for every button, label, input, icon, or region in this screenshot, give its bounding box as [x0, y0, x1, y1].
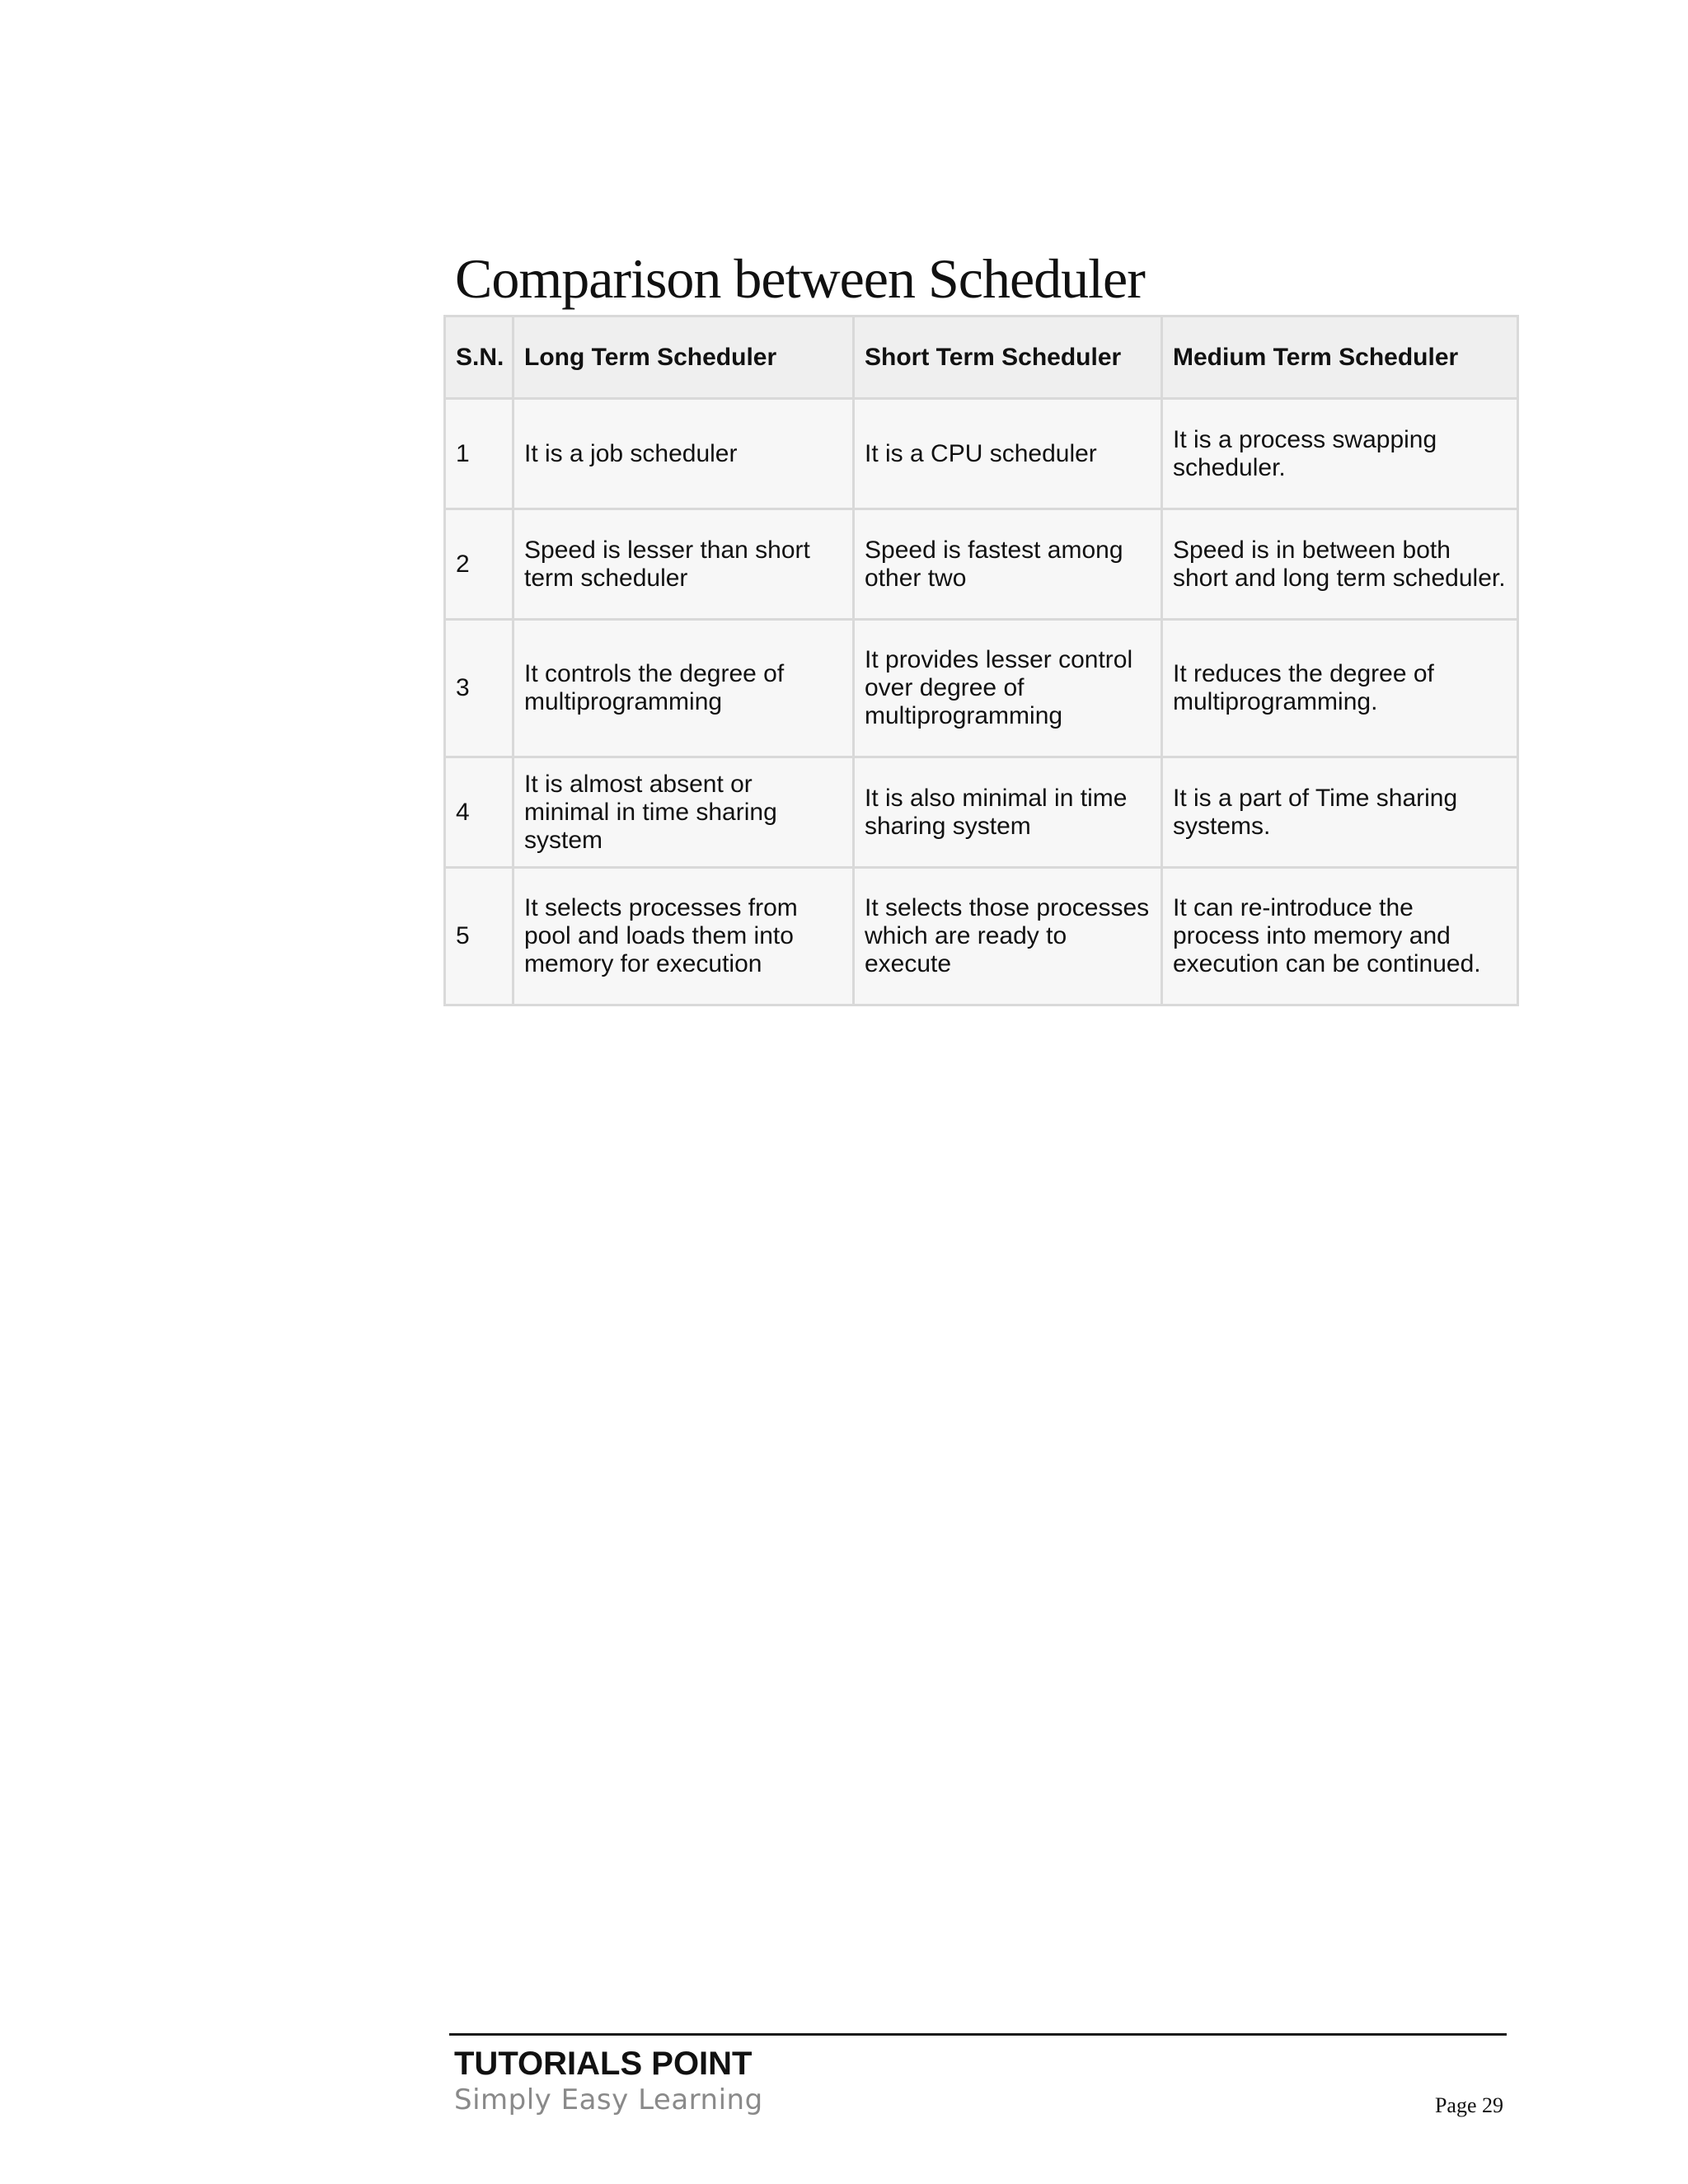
cell-short-term: Speed is fastest among other two [854, 509, 1162, 620]
table-row [445, 399, 1518, 509]
cell-sn: 1 [445, 399, 513, 509]
cell-long-term: It is almost absent or minimal in time sharing system [513, 757, 854, 868]
footer-divider [449, 2033, 1507, 2036]
page-title: Comparison between Scheduler [455, 247, 1145, 310]
cell-short-term: It is also minimal in time sharing system [854, 757, 1162, 868]
cell-sn: 5 [445, 868, 513, 1005]
table-header-row [445, 316, 1518, 399]
cell-long-term: It selects processes from pool and loads them into memory for execution [513, 868, 854, 1005]
cell-medium-term: It is a part of Time sharing systems. [1162, 757, 1518, 868]
cell-sn: 2 [445, 509, 513, 620]
cell-medium-term: It reduces the degree of multiprogramming. [1162, 620, 1518, 757]
cell-long-term: Speed is lesser than short term scheduler [513, 509, 854, 620]
table-row [445, 868, 1518, 1005]
header-medium-term: Medium Term Scheduler [1162, 316, 1518, 399]
header-long-term: Long Term Scheduler [513, 316, 854, 399]
cell-long-term: It is a job scheduler [513, 399, 854, 509]
table-row [445, 509, 1518, 620]
cell-short-term: It is a CPU scheduler [854, 399, 1162, 509]
cell-sn: 4 [445, 757, 513, 868]
table-row [445, 620, 1518, 757]
header-short-term: Short Term Scheduler [854, 316, 1162, 399]
cell-short-term: It provides lesser control over degree of multiprogramming [854, 620, 1162, 757]
cell-short-term: It selects those processes which are ready to execute [854, 868, 1162, 1005]
table-row [445, 757, 1518, 868]
page-number: Page 29 [1434, 2093, 1503, 2117]
footer-brand: TUTORIALS POINT [454, 2046, 753, 2082]
cell-medium-term: It is a process swapping scheduler. [1162, 399, 1518, 509]
cell-long-term: It controls the degree of multiprogramming [513, 620, 854, 757]
footer-tagline: Simply Easy Learning [454, 2083, 763, 2116]
cell-medium-term: Speed is in between both short and long term scheduler. [1162, 509, 1518, 620]
cell-sn: 3 [445, 620, 513, 757]
cell-medium-term: It can re-introduce the process into memory and execution can be continued. [1162, 868, 1518, 1005]
header-sn: S.N. [445, 316, 513, 399]
scheduler-comparison-table [443, 315, 1519, 1006]
